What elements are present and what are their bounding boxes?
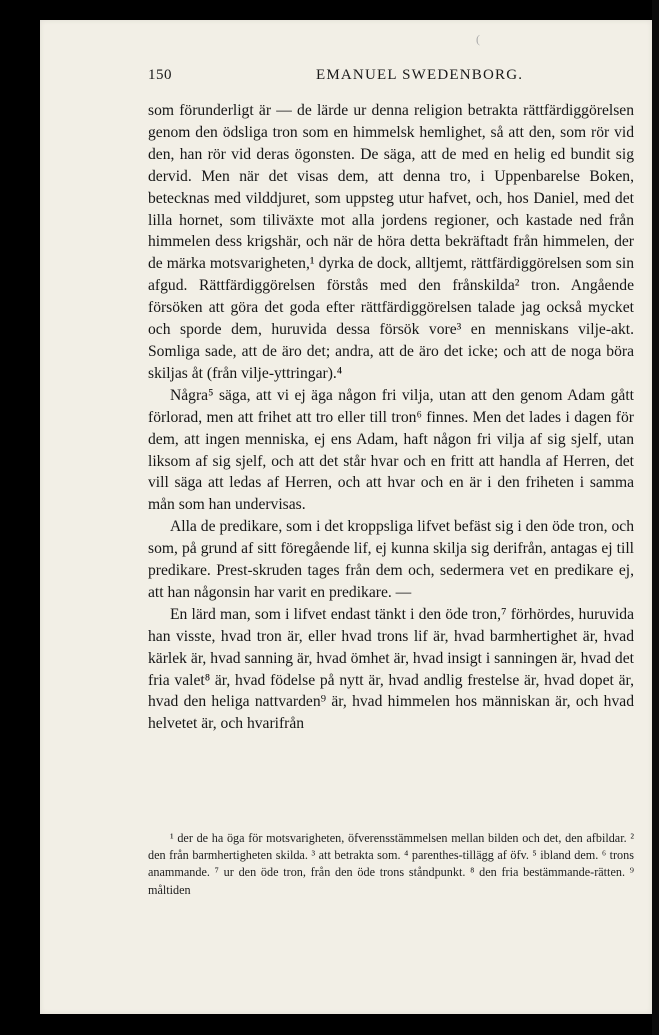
running-title: EMANUEL SWEDENBORG. bbox=[316, 67, 524, 83]
footnote-text: ¹ der de ha öga för motsvarigheten, öfverensstämmelsen mellan bilden och det, den afbildar. ² den från barmhertigheten skilda. ³ att betrakta som. ⁴ parenthes-tillägg af öfv. ⁵ ibland dem. ⁶ trons anammande. ⁷ ur den öde tron, från den öde trons ståndpunkt. ⁸ den fria bestämmande-rätten. ⁹ måltiden bbox=[148, 831, 634, 897]
paragraph-4: En lärd man, som i lifvet endast tänkt i den öde tron,⁷ förhördes, huruvida han visste, hvad tron är, eller hvad trons lif är, hvad barmhertighet är, hvad kärlek är, hvad sanning är, hvad ömhet är, hvad insigt i sanningen är, hvad det fria valet⁸ är, hvad födelse på nytt är, hvad andlig frestelse är, hvad dopet är, hvad den heliga nattvarden⁹ är, hvad himmelen hos människan är, och hvad helvetet är, och hvarifrån bbox=[148, 605, 634, 733]
page-number: 150 bbox=[148, 67, 172, 83]
page-edge-shadow bbox=[652, 0, 659, 1035]
footnotes bbox=[148, 830, 634, 899]
stray-mark: ( bbox=[476, 32, 480, 46]
paragraph-1: som förunderligt är — de lärde ur denna religion betrakta rättfärdiggörelsen genom den ödsliga tron som en himmelsk hemlighet, så att den, som rör vid den, han rör vid deras ögonsten. De säga, att de med en helig ed bundit sig dervid. Men när det visas dem, att denna tro, i Uppenbarelse Boken, betecknas med vilddjuret, som uppsteg utur hafvet, och, hos Daniel, med det lilla hornet, som tiliväxte mot alla jordens regioner, och kastade ned från himmelen dess krigshär, och när de höra detta bekräftadt från himmelen, der de märka motsvarigheten,¹ dyrka de dock, alltjemt, rättfärdiggörelsen som sin afgud. Rättfärdiggörelsen förstås med den frånskilda² tron. Angående försöken att göra det goda efter rättfärdiggörelsen talade jag också mycket och sporde dem, huruvida dessa försök vore³ en menniskans vilje-akt. Somliga sade, att de äro det; andra, att de äro det icke; och att de noga böra skiljas åt (från vilje-yttringar).⁴ bbox=[148, 102, 634, 382]
paragraph-2: Några⁵ säga, att vi ej äga någon fri vilja, utan att den genom Adam gått förlorad, men att frihet att tro eller till tron⁶ finnes. Men det lades i dagen för dem, att ingen menniska, ej ens Adam, haft någon fri vilja af sig sjelf, utan liksom af sig sjelf, och att det står hvar och en fritt att handla af Herren, det vill säga att ledas af Herren, och att hvar och en är i den friheten i samma mån som han undervisas. bbox=[148, 386, 634, 514]
paragraph-3: Alla de predikare, som i det kroppsliga lifvet befäst sig i den öde tron, och som, på grund af sitt föregående lif, ej kunna skilja sig derifrån, antagas ej till predikare. Prest-skruden tages från dem och, sedermera vet en predikare ej, att han någonsin har varit en predikare. — bbox=[148, 518, 634, 601]
body-text bbox=[148, 100, 634, 735]
